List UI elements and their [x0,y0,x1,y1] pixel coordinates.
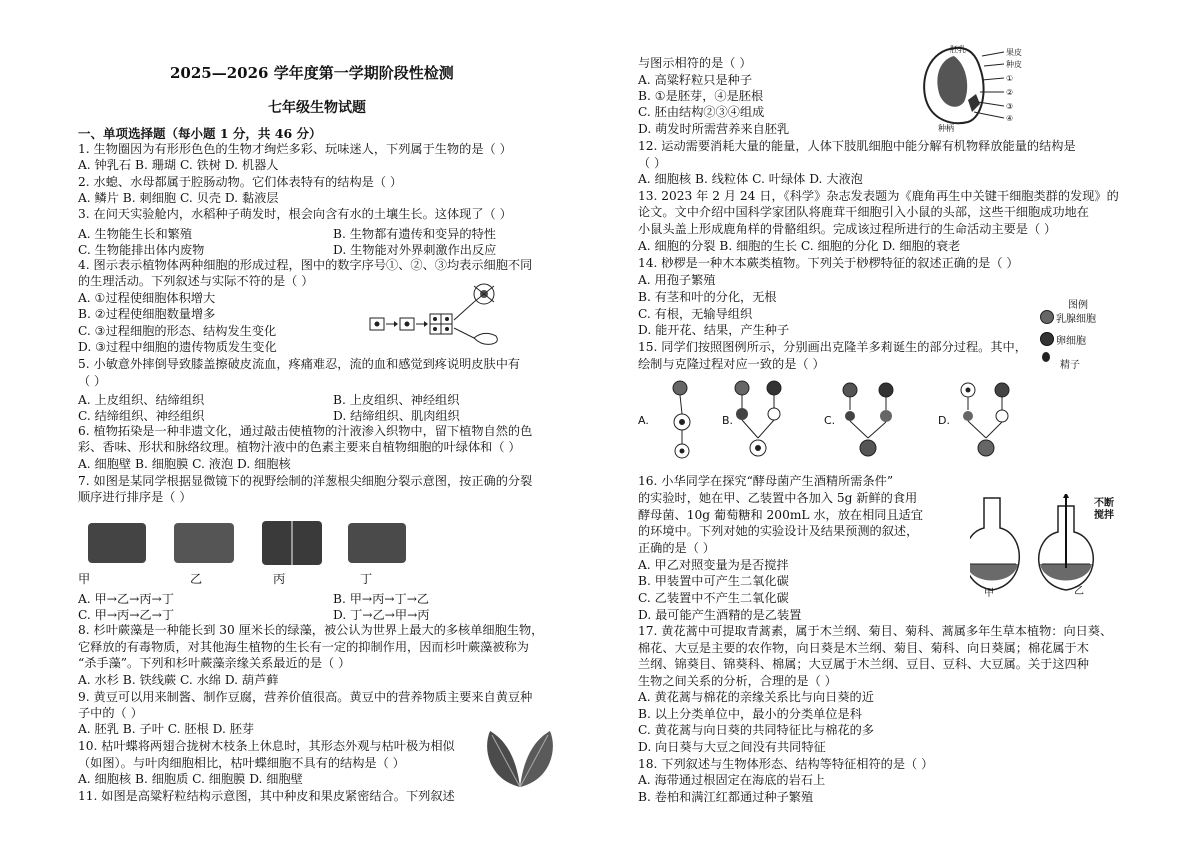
q3-option-a: A. 生物能生长和繁殖 [78,227,193,241]
q16-option-d: D. 最可能产生酒精的是乙装置 [638,608,802,622]
q18-option-b: B. 卷柏和满江红都通过种子繁殖 [638,790,814,804]
egg-cell-icon [1040,332,1054,346]
exam-subtitle: 七年级生物试题 [268,100,366,116]
q17-option-c: C. 黄花蒿与向日葵的共同特征比与棉花的多 [638,723,875,737]
label-endosperm: 胚乳 [950,45,966,54]
q3-option-b: B. 生物都有遗传和变异的特性 [333,227,496,241]
dead-leaf-butterfly-image [480,725,560,795]
q4-option-b: B. ②过程使细胞数量增多 [78,307,216,321]
q3-option-d: D. 生物能对外界刺激作出反应 [333,243,497,257]
q16-stem-2: 的实验时，她在甲、乙装置中各加入 5g 新鲜的食用 [638,491,918,505]
q8-stem-3: “杀手藻”。下列和杉叶蕨藻亲缘关系最近的是（ ） [78,656,351,670]
q9-stem-2: 子中的（ ） [78,706,143,720]
q13-options: A. 细胞的分裂 B. 细胞的生长 C. 细胞的分化 D. 细胞的衰老 [638,239,961,253]
q13-stem-3: 小鼠头盖上形成鹿角样的骨骼组织。完成该过程所进行的生命活动主要是（ ） [638,222,1057,236]
q5-option-b: B. 上皮组织、神经组织 [333,393,460,407]
label-1: ① [1006,74,1014,83]
q3-option-c: C. 生物能排出体内废物 [78,243,205,257]
q1-options: A. 钟乳石 B. 珊瑚 C. 铁树 D. 机器人 [78,158,279,172]
q14-stem: 14. 桫椤是一种木本蕨类植物。下列关于桫椤特征的叙述正确的是（ ） [638,256,1019,270]
section-heading: 一、单项选择题（每小题 1 分，共 46 分） [78,126,322,141]
q4-stem-1: 4. 图示表示植物体两种细胞的形成过程，图中的数字序号①、②、③均表示细胞不同 [78,258,533,272]
label-3: ③ [1006,102,1014,111]
q6-stem-1: 6. 植物拓染是一种非遗文化，通过敲击使植物的汁液渗入织物中，留下植物自然的色 [78,424,533,438]
q12-options: A. 细胞核 B. 线粒体 C. 叶绿体 D. 大液泡 [638,172,863,186]
q16-stem-1: 16. 小华同学在探究“酵母菌产生酒精所需条件” [638,474,894,488]
q12-stem-2: （ ） [638,156,667,170]
label-4: ④ [1006,114,1014,123]
q17-option-b: B. 以上分类单位中，最小的分类单位是科 [638,707,862,721]
clone-process-options [638,378,1108,462]
q6-stem-2: 彩、香味、形状和脉络纹理。植物汁液中的色素主要来自植物细胞的叶绿体和（ ） [78,440,521,454]
q17-option-a: A. 黄花蒿与棉花的亲缘关系比与向日葵的近 [638,690,874,704]
q16-stem-3: 酵母菌、10g 葡萄糖和 200mL 水，放在相同且适宜 [638,508,924,522]
q14-option-c: C. 有根，无输导组织 [638,307,753,321]
clone-option-d-label: D. [938,414,950,427]
q7-label-bing: 丙 [273,572,286,586]
q7-option-d: D. 丁→乙→甲→丙 [333,608,430,622]
onion-cell-division-figure [86,515,426,575]
q11-stem-1: 11. 如图是高粱籽粒结构示意图，其中种皮和果皮紧密结合。下列叙述 [78,789,455,803]
q5-stem-1: 5. 小敏意外摔倒导致膝盖擦破皮流血，疼痛难忍，流的血和感觉到疼说明皮肤中有 [78,357,521,371]
q10-stem-1: 10. 枯叶蝶将两翅合拢树木枝条上休息时，其形态外观与枯叶极为相似 [78,739,455,753]
flask-jia-label: 甲 [984,588,994,598]
mammary-cell-icon [1040,310,1054,324]
q5-option-a: A. 上皮组织、结缔组织 [78,393,205,407]
clone-option-c-label: C. [824,414,836,427]
q11-option-a: A. 高粱籽粒只是种子 [638,73,753,87]
q11-stem-2: 与图示相符的是（ ） [638,56,752,70]
q15-stem-1: 15. 同学们按照图例所示，分别画出克隆羊多莉诞生的部分过程。其中， [638,340,1027,354]
q16-stem-4: 的环境中。下列对她的实验设计及结果预测的叙述， [638,524,919,538]
q16-option-b: B. 甲装置中可产生二氧化碳 [638,574,789,588]
q7-option-b: B. 甲→丙→丁→乙 [333,592,430,606]
label-2: ② [1006,88,1014,97]
q17-option-d: D. 向日葵与大豆之间没有共同特征 [638,740,826,754]
legend-sperm: 精子 [1060,360,1080,371]
q15-stem-2: 绘制与克隆过程对应一致的是（ ） [638,357,825,371]
q18-stem: 18. 下列叙述与生物体形态、结构等特征相符的是（ ） [638,757,934,771]
q8-options: A. 水杉 B. 铁线蕨 C. 水绵 D. 葫芦藓 [78,673,279,687]
q7-stem-1: 7. 如图是某同学根据显微镜下的视野绘制的洋葱根尖细胞分裂示意图，按正确的分裂 [78,474,533,488]
legend-title: 图例 [1068,300,1088,311]
q10-stem-2: （如图）。与叶肉细胞相比，枯叶蝶细胞不具有的结构是（ ） [78,756,405,770]
q10-options: A. 细胞核 B. 细胞质 C. 细胞膜 D. 细胞壁 [78,772,303,786]
sperm-icon [1042,352,1050,362]
q9-options: A. 胚乳 B. 子叶 C. 胚根 D. 胚芽 [78,722,255,736]
sorghum-grain-diagram [916,40,1046,132]
q2-options: A. 鳞片 B. 刺细胞 C. 贝壳 D. 黏液层 [78,191,279,205]
q17-stem-3: 兰纲、锦葵目、锦葵科、棉属；大豆属于木兰纲、豆目、豆科、大豆属。关于这四种 [638,657,1089,671]
flask-yi-label: 乙 [1074,586,1084,597]
q14-option-a: A. 用孢子繁殖 [638,273,716,287]
clone-option-b-label: B. [722,414,734,427]
q17-stem-4: 生物之间关系的分析，合理的是（ ） [638,674,837,688]
q16-option-a: A. 甲乙对照变量为是否搅拌 [638,558,789,572]
legend-egg-cell: 卵细胞 [1056,336,1086,347]
q4-option-a: A. ①过程使细胞体积增大 [78,291,216,305]
label-seed-coat: 种皮 [1006,60,1022,69]
q8-stem-2: 它释放的有毒物质，对其他海生植物的生长有一定的抑制作用，因而杉叶蕨藻被称为 [78,640,529,654]
q4-option-c: C. ③过程细胞的形态、结构发生变化 [78,324,277,338]
exam-title: 2025—2026 学年度第一学期阶段性检测 [170,64,454,82]
q6-options: A. 细胞壁 B. 细胞膜 C. 液泡 D. 细胞核 [78,457,291,471]
clone-option-a-label: A. [638,414,649,427]
q14-option-d: D. 能开花、结果，产生种子 [638,323,790,337]
q17-stem-1: 17. 黄花蒿中可提取青蒿素，属于木兰纲、菊目、菊科、蒿属多年生草本植物：向日葵、 [638,624,1113,638]
q9-stem-1: 9. 黄豆可以用来制酱、制作豆腐，营养价值很高。黄豆中的营养物质主要来自黄豆种 [78,690,533,704]
q1-stem: 1. 生物圈因为有形形色色的生物才绚烂多彩、玩味迷人，下列属于生物的是（ ） [78,142,512,156]
q13-stem-1: 13. 2023 年 2 月 24 日，《科学》杂志发表题为《鹿角再生中关键干细胞类群的发现》的 [638,189,1119,203]
q5-option-c: C. 结缔组织、神经组织 [78,409,205,423]
q12-stem-1: 12. 运动需要消耗大量的能量，人体下肢肌细胞中能分解有机物释放能量的结构是 [638,139,1076,153]
q4-option-d: D. ③过程中细胞的遗传物质发生变化 [78,340,277,354]
q8-stem-1: 8. 杉叶蕨藻是一种能长到 30 厘米长的绿藻，被公认为世界上最大的多核单细胞生物， [78,623,544,637]
q7-label-jia: 甲 [78,572,91,586]
q5-option-d: D. 结缔组织、肌肉组织 [333,409,460,423]
q11-option-b: B. ①是胚芽，④是胚根 [638,89,764,103]
q11-option-d: D. 萌发时所需营养来自胚乳 [638,122,790,136]
q16-option-c: C. 乙装置中不产生二氧化碳 [638,591,789,605]
q5-stem-2: （ ） [78,374,107,388]
q7-option-c: C. 甲→丙→乙→丁 [78,608,175,622]
label-pericarp: 果皮 [1006,48,1022,57]
q18-option-a: A. 海带通过根固定在海底的岩石上 [638,773,826,787]
q2-stem: 2. 水螅、水母都属于腔肠动物。它们体表特有的结构是（ ） [78,175,403,189]
clone-legend [1038,296,1130,376]
legend-mammary-cell: 乳腺细胞 [1056,314,1096,325]
q7-label-ding: 丁 [360,572,373,586]
q13-stem-2: 论文。文中介绍中国科学家团队将鹿茸干细胞引入小鼠的头部，这些干细胞成功地在 [638,205,1089,219]
stir-label: 不断搅拌 [1094,498,1114,521]
q17-stem-2: 棉花、大豆是主要的农作物，向日葵是木兰纲、菊目、菊科、向日葵属；棉花属于木 [638,641,1089,655]
label-stalk: 种柄 [938,124,954,132]
q7-stem-2: 顺序进行排序是（ ） [78,490,192,504]
q16-stem-5: 正确的是（ ） [638,541,715,555]
q4-stem-2: 的生理活动。下列叙述与实际不符的是（ ） [78,274,314,288]
cell-formation-diagram [366,280,506,350]
q7-label-yi: 乙 [190,572,203,586]
q14-option-b: B. 有茎和叶的分化，无根 [638,290,777,304]
q11-option-c: C. 胚由结构②③④组成 [638,105,765,119]
q7-option-a: A. 甲→乙→丙→丁 [78,592,174,606]
q3-stem: 3. 在问天实验舱内，水稻种子萌发时，根会向含有水的土壤生长。这体现了（ ） [78,207,512,221]
